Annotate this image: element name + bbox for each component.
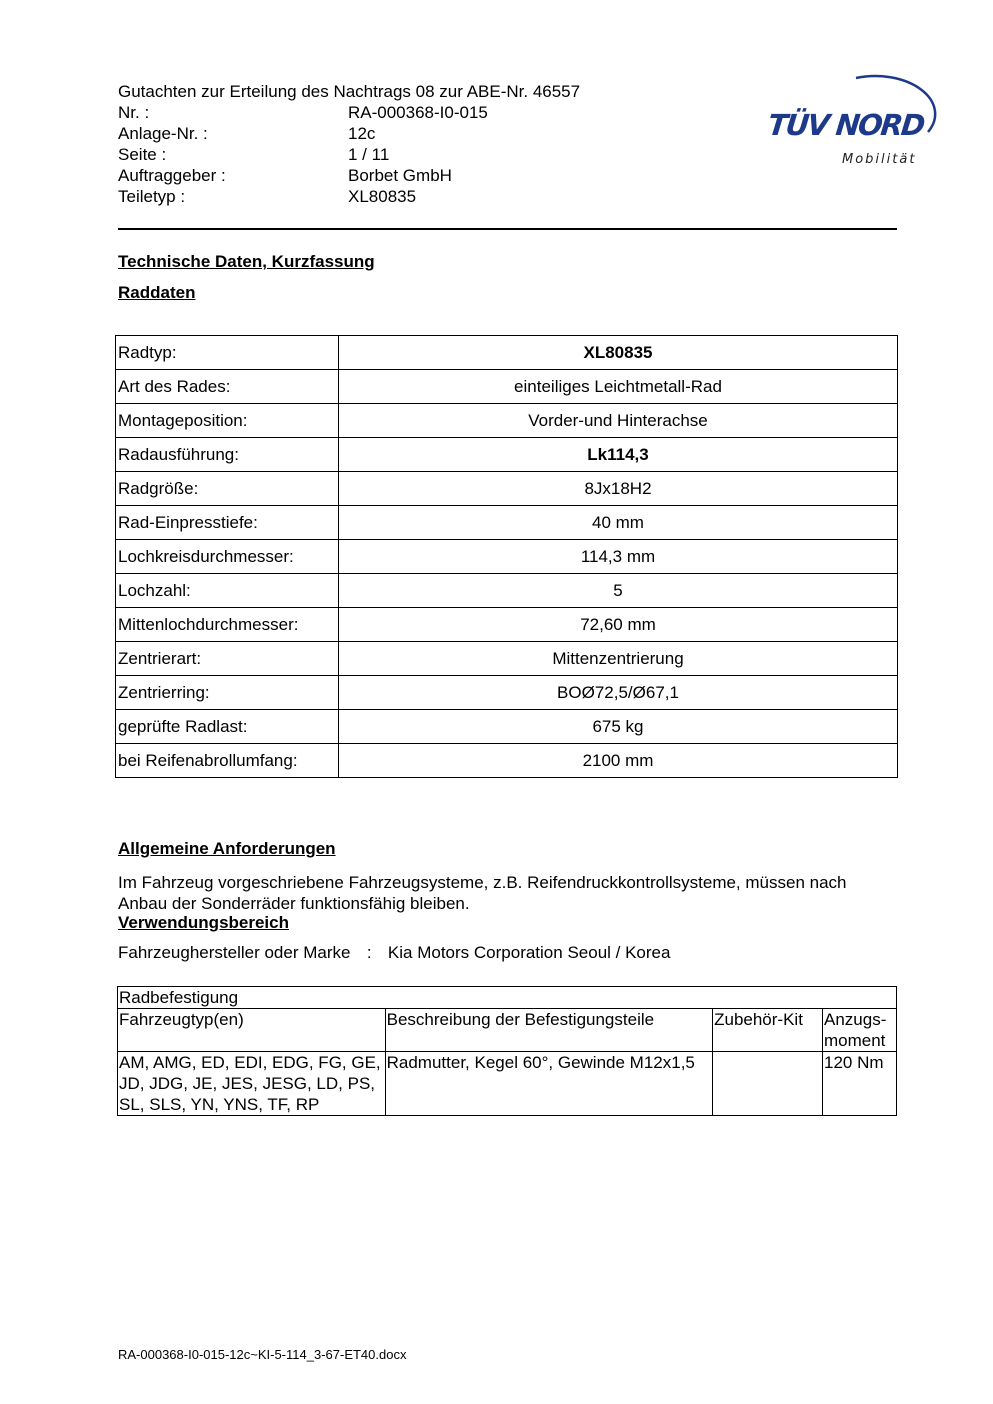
- header-divider: [118, 228, 897, 230]
- manufacturer-row: [118, 943, 670, 963]
- row-label: Radtyp:: [116, 336, 339, 370]
- table-row: [116, 608, 898, 642]
- table-title-row: [118, 987, 897, 1009]
- radbefestigung-table: [117, 986, 897, 1116]
- header-label: Seite :: [118, 145, 167, 164]
- row-value: 114,3 mm: [339, 540, 898, 574]
- raddaten-table: [115, 335, 898, 778]
- table-header-row: [118, 1009, 897, 1052]
- row-label: Lochkreisdurchmesser:: [116, 540, 339, 574]
- radbefestigung-title: Radbefestigung: [118, 987, 897, 1009]
- row-value: 675 kg: [339, 710, 898, 744]
- table-row: [116, 336, 898, 370]
- row-label: Zentrierring:: [116, 676, 339, 710]
- anforderungen-title: Allgemeine Anforderungen: [118, 839, 336, 858]
- header-value: 12c: [348, 124, 376, 143]
- header-row-anlage: [118, 123, 738, 144]
- row-label: geprüfte Radlast:: [116, 710, 339, 744]
- column-header: Beschreibung der Befestigungsteile: [385, 1009, 712, 1052]
- table-row: [116, 710, 898, 744]
- row-value: 5: [339, 574, 898, 608]
- table-row: [116, 676, 898, 710]
- row-label: Rad-Einpresstiefe:: [116, 506, 339, 540]
- column-header: Zubehör-Kit: [713, 1009, 823, 1052]
- row-label: bei Reifenabrollumfang:: [116, 744, 339, 778]
- row-value: einteiliges Leichtmetall-Rad: [339, 370, 898, 404]
- verwendung-title: Verwendungsbereich: [118, 913, 289, 932]
- row-value: 40 mm: [339, 506, 898, 540]
- row-value: BOØ72,5/Ø67,1: [339, 676, 898, 710]
- row-label: Radausführung:: [116, 438, 339, 472]
- row-value: Lk114,3: [339, 438, 898, 472]
- row-value: 8Jx18H2: [339, 472, 898, 506]
- table-row: [118, 1052, 897, 1116]
- manufacturer-label: Fahrzeughersteller oder Marke: [118, 943, 351, 962]
- table-row: [116, 370, 898, 404]
- table-row: [116, 574, 898, 608]
- manufacturer-separator: :: [366, 943, 372, 962]
- row-label: Montageposition:: [116, 404, 339, 438]
- header-label: Anlage-Nr. :: [118, 124, 208, 143]
- header-row-teiletyp: [118, 186, 738, 207]
- anforderungen-text: Im Fahrzeug vorgeschriebene Fahrzeugsysteme, z.B. Reifendruckkontrollsysteme, müssen nach Anbau der Sonderräder funktionsfähig bleiben.: [118, 873, 847, 913]
- table-row: [116, 744, 898, 778]
- footer-filename: RA-000368-I0-015-12c~KI-5-114_3-67-ET40.docx: [118, 1347, 407, 1362]
- table-row: [116, 506, 898, 540]
- row-value: Mittenzentrierung: [339, 642, 898, 676]
- header-row-nr: [118, 102, 738, 123]
- section-title: Technische Daten, Kurzfassung: [118, 252, 375, 271]
- table-row: [116, 404, 898, 438]
- header-value: 1 / 11: [348, 145, 390, 164]
- row-value: 2100 mm: [339, 744, 898, 778]
- table-row: [116, 438, 898, 472]
- torque-cell: 120 Nm: [823, 1052, 897, 1116]
- column-header: Anzugs-moment: [823, 1009, 897, 1052]
- row-value: Vorder-und Hinterachse: [339, 404, 898, 438]
- row-label: Lochzahl:: [116, 574, 339, 608]
- row-value: 72,60 mm: [339, 608, 898, 642]
- header-label: Auftraggeber :: [118, 166, 226, 185]
- row-label: Zentrierart:: [116, 642, 339, 676]
- row-label: Mittenlochdurchmesser:: [116, 608, 339, 642]
- accessory-kit-cell: [713, 1052, 823, 1116]
- header-row-auftraggeber: [118, 165, 738, 186]
- row-label: Art des Rades:: [116, 370, 339, 404]
- table-row: [116, 642, 898, 676]
- manufacturer-value: Kia Motors Corporation Seoul / Korea: [387, 943, 671, 962]
- header-row-seite: [118, 144, 738, 165]
- column-header: Fahrzeugtyp(en): [118, 1009, 386, 1052]
- document-title: Gutachten zur Erteilung des Nachtrags 08 zur ABE-Nr. 46557: [118, 82, 581, 101]
- row-value: XL80835: [339, 336, 898, 370]
- table-row: [116, 540, 898, 574]
- header-value: XL80835: [348, 187, 417, 206]
- raddaten-title: Raddaten: [118, 283, 196, 302]
- document-header: [118, 81, 738, 207]
- logo-wordmark: TÜV NORD: [766, 108, 925, 142]
- logo-subtitle: Mobilität: [842, 152, 917, 167]
- header-label: Nr. :: [118, 103, 150, 122]
- tuv-nord-logo: [762, 56, 942, 176]
- row-label: Radgröße:: [116, 472, 339, 506]
- table-row: [116, 472, 898, 506]
- header-value: Borbet GmbH: [348, 166, 452, 185]
- vehicle-types-cell: AM, AMG, ED, EDI, EDG, FG, GE, JD, JDG, JE, JES, JESG, LD, PS, SL, SLS, YN, YNS, TF, RP: [118, 1052, 386, 1116]
- fastener-description-cell: Radmutter, Kegel 60°, Gewinde M12x1,5: [385, 1052, 712, 1116]
- header-value: RA-000368-I0-015: [348, 103, 488, 122]
- header-label: Teiletyp :: [118, 187, 186, 206]
